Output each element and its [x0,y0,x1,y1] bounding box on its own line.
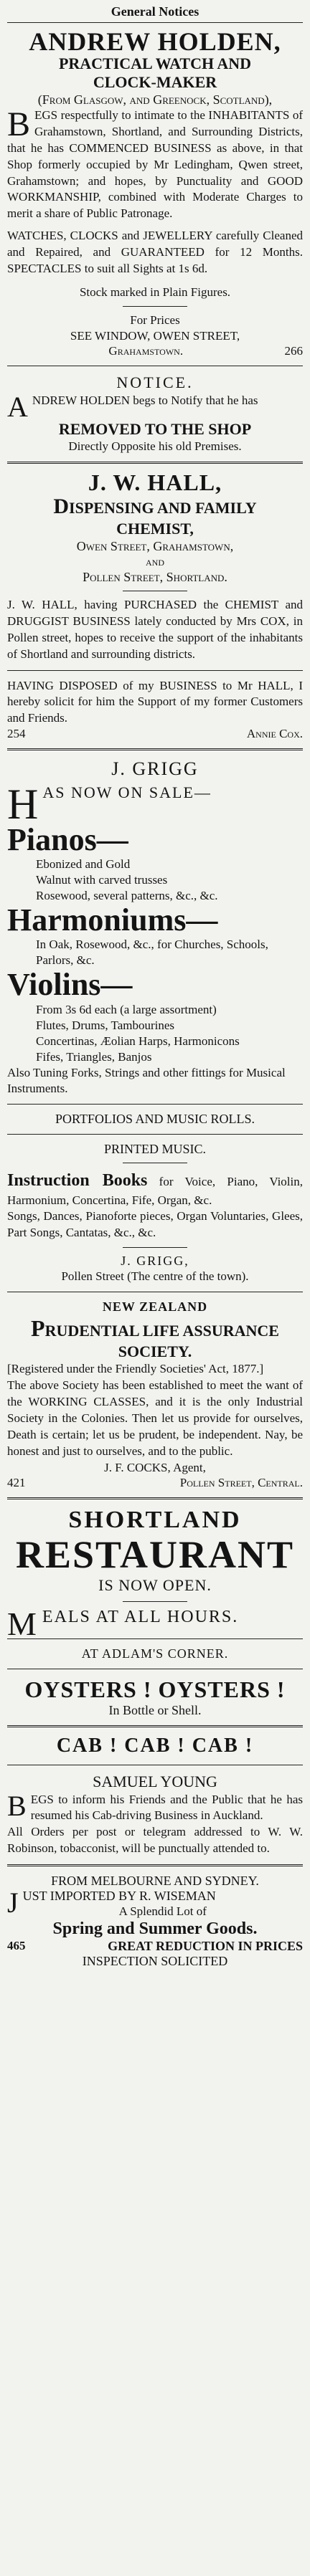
society-body: The above Society has been established to meet the want of the WORKING CLASSES, and it is the only Industrial Society in the Colonies. Then let us provide for ourselves, Death is certain; let us be prudent, be independent. Nay, be honest and just to ourselves, and to the public. [7,1378,303,1458]
grigg-p1: Ebonized and Gold [36,857,131,871]
drop-cap: A [7,390,28,423]
cab-orders: All Orders per post or telegram addressed to W. W. Robinson, tobacconist, will be punctually attended to. [7,1825,303,1856]
society-addr: Pollen Street, Central. [179,1475,303,1489]
drop-cap: B [7,1789,27,1822]
hall-footer [7,727,303,741]
holden-body2: WATCHES, CLOCKS and JEWELLERY carefully Cleaned and Repaired, and GUARANTEED for 12 Months. SPECTACLES to suit all Sights at 1s 6d. [7,229,303,276]
drop-cap: D [53,495,70,519]
holden-trade1: PRACTICAL WATCH AND [58,54,252,72]
grigg-pollen: Pollen Street (The centre of the town). [61,1269,249,1284]
hall-sign: Annie Cox. [246,727,303,741]
hall-addr1: Owen Street, Grahamstown, [76,538,234,553]
hall-advert [7,471,303,741]
holden-body [7,105,303,223]
drop-cap: H [7,780,39,828]
grigg-sign: J. GRIGG, [121,1254,189,1269]
sydney-inspection: INSPECTION SOLICITED [82,1954,228,1969]
grigg-p3: Rosewood, several patterns, &c., &c. [36,888,218,902]
hall-line1 [7,494,303,520]
drop-cap: P [31,1315,45,1342]
holden-place: Grahamstown. [108,344,184,358]
grigg-songs: Songs, Dances, Pianoforte pieces, Organ Voluntaries, Glees, Part Songs, Cantatas, &c., &c. [7,1209,303,1240]
holden-number: 266 [284,344,303,358]
hall-line1-text: ISPENSING AND FAMILY [69,499,257,517]
holden-from: (From Glasgow, and Greenock, Scotland), [37,92,273,107]
grigg-books [7,1169,303,1208]
grigg-printed: PRINTED MUSIC. [103,1142,206,1157]
sydney-spring: Spring and Summer Goods. [52,1919,258,1939]
notice-body [7,390,303,423]
restaurant-open: IS NOW OPEN. [98,1576,212,1595]
cab-advert [7,1735,303,1857]
hall-and: and [146,554,164,568]
grigg-v4: Fifes, Triangles, Banjos [36,1049,152,1064]
holden-name: ANDREW HOLDEN, [29,27,281,56]
notice-body-text: NDREW HOLDEN begs to Notify that he has [32,393,258,407]
drop-cap: B [7,105,31,143]
hall-body2: HAVING DISPOSED of my BUSINESS to Mr HALL, I hereby solicit for him the Support of my former Customers and Friends. [7,678,303,725]
grigg-v3: Concertinas, Æolian Harps, Harmonicons [36,1034,240,1048]
sydney-advert [7,1874,303,1969]
page-title: General Notices [7,4,303,23]
cab-name: SAMUEL YOUNG [93,1773,217,1791]
holden-stock: Stock marked in Plain Figures. [79,285,231,300]
notice-opposite: Directly Opposite his old Premises. [68,439,242,454]
holden-body-text: EGS respectfully to intimate to the INHABITANTS of Grahamstown, Shortland, and Surrounding Districts, that he has COMMENCED BUSINESS as above, in that Shop formerly occupied by Mr Ledingham, Qwen street, Grahamstown; and hopes, by Punctuality and GOOD WORKMANSHIP, combined with Moderate Charges to merit a share of Public Patronage. [7,108,303,221]
hall-addr2: Pollen Street, Shortland. [83,569,227,584]
sydney-num: 465 [7,1939,26,1953]
grigg-harmoniums: Harmoniums— [7,902,218,938]
notice-title: NOTICE. [116,373,194,392]
notice-removed: REMOVED TO THE SHOP [58,419,252,438]
holden-advert [7,29,303,358]
restaurant-bottle: In Bottle or Shell. [108,1703,202,1718]
sydney-row [7,1939,303,1954]
hall-title: J. W. HALL, [88,469,222,496]
cab-title: CAB ! CAB ! CAB ! [56,1735,254,1757]
restaurant-advert [7,1507,303,1718]
grigg-has [7,780,303,828]
holden-see: SEE WINDOW, OWEN STREET, [70,329,240,343]
hall-body: J. W. HALL, having PURCHASED the CHEMIST and DRUGGIST BUSINESS lately conducted by Mrs COX, in Pollen street, hopes to receive the support of the inhabitants of Shortland and surrounding districts. [7,597,303,661]
holden-prices: For Prices [130,313,180,328]
grigg-books-rest: for Voice, Piano, Violin, Harmonium, Concertina, Fife, Organ, &c. [7,1175,303,1207]
sydney-imported-text: UST IMPORTED BY R. WISEMAN [22,1889,216,1904]
holden-trade2: CLOCK-MAKER [93,73,217,92]
grigg-folios: PORTFOLIOS AND MUSIC ROLLS. [55,1112,255,1127]
society-name [7,1315,303,1361]
grigg-books-head: Instruction Books [7,1171,148,1191]
drop-cap: J [7,1886,19,1919]
restaurant-shortland: SHORTLAND [68,1506,242,1533]
drop-cap: M [7,1605,38,1642]
society-reg: [Registered under the Friendly Societies' Act, 1877.] [7,1362,264,1376]
sydney-from: FROM MELBOURNE AND SYDNEY. [51,1874,259,1889]
grigg-violins: Violins— [7,967,133,1003]
restaurant-title: RESTAURANT [15,1532,295,1576]
society-advert [7,1299,303,1490]
restaurant-oysters: OYSTERS ! OYSTERS ! [24,1676,286,1703]
society-footer [7,1476,303,1490]
cab-body-text: EGS to inform his Friends and the Public that he has resumed his Cab-driving Business in Auckland. [30,1792,303,1823]
grigg-advert [7,758,303,1284]
grigg-v2: Flutes, Drums, Tambourines [36,1018,175,1032]
holden-footer [7,344,303,358]
grigg-p2: Walnut with carved trusses [36,872,168,887]
restaurant-adam: AT ADLAM'S CORNER. [81,1646,229,1661]
notice-advert [7,373,303,454]
sydney-splendid: A Splendid Lot of [118,1904,207,1919]
grigg-h1: In Oak, Rosewood, &c., for Churches, Schools, Parlors, &c. [36,938,268,968]
cab-body [7,1789,303,1825]
grigg-has-text: AS NOW ON SALE— [42,783,212,801]
grigg-v1: From 3s 6d each (a large assortment) [36,1002,217,1016]
society-agent: J. F. COCKS, Agent, [104,1460,206,1474]
restaurant-meals-text: EALS AT ALL HOURS. [42,1607,239,1626]
hall-num: 254 [7,727,26,741]
restaurant-meals [7,1605,303,1642]
hall-line2: CHEMIST, [116,520,194,538]
grigg-v5: Also Tuning Forks, Strings and other fittings for Musical Instruments. [7,1065,286,1096]
society-name-text: RUDENTIAL LIFE ASSURANCE SOCIETY. [44,1322,279,1360]
society-num: 421 [7,1475,26,1489]
grigg-title: J. GRIGG [111,758,199,780]
sydney-reduction: GREAT REDUCTION IN PRICES [108,1939,303,1954]
society-nz: NEW ZEALAND [102,1299,208,1315]
grigg-pianos: Pianos— [7,821,128,857]
